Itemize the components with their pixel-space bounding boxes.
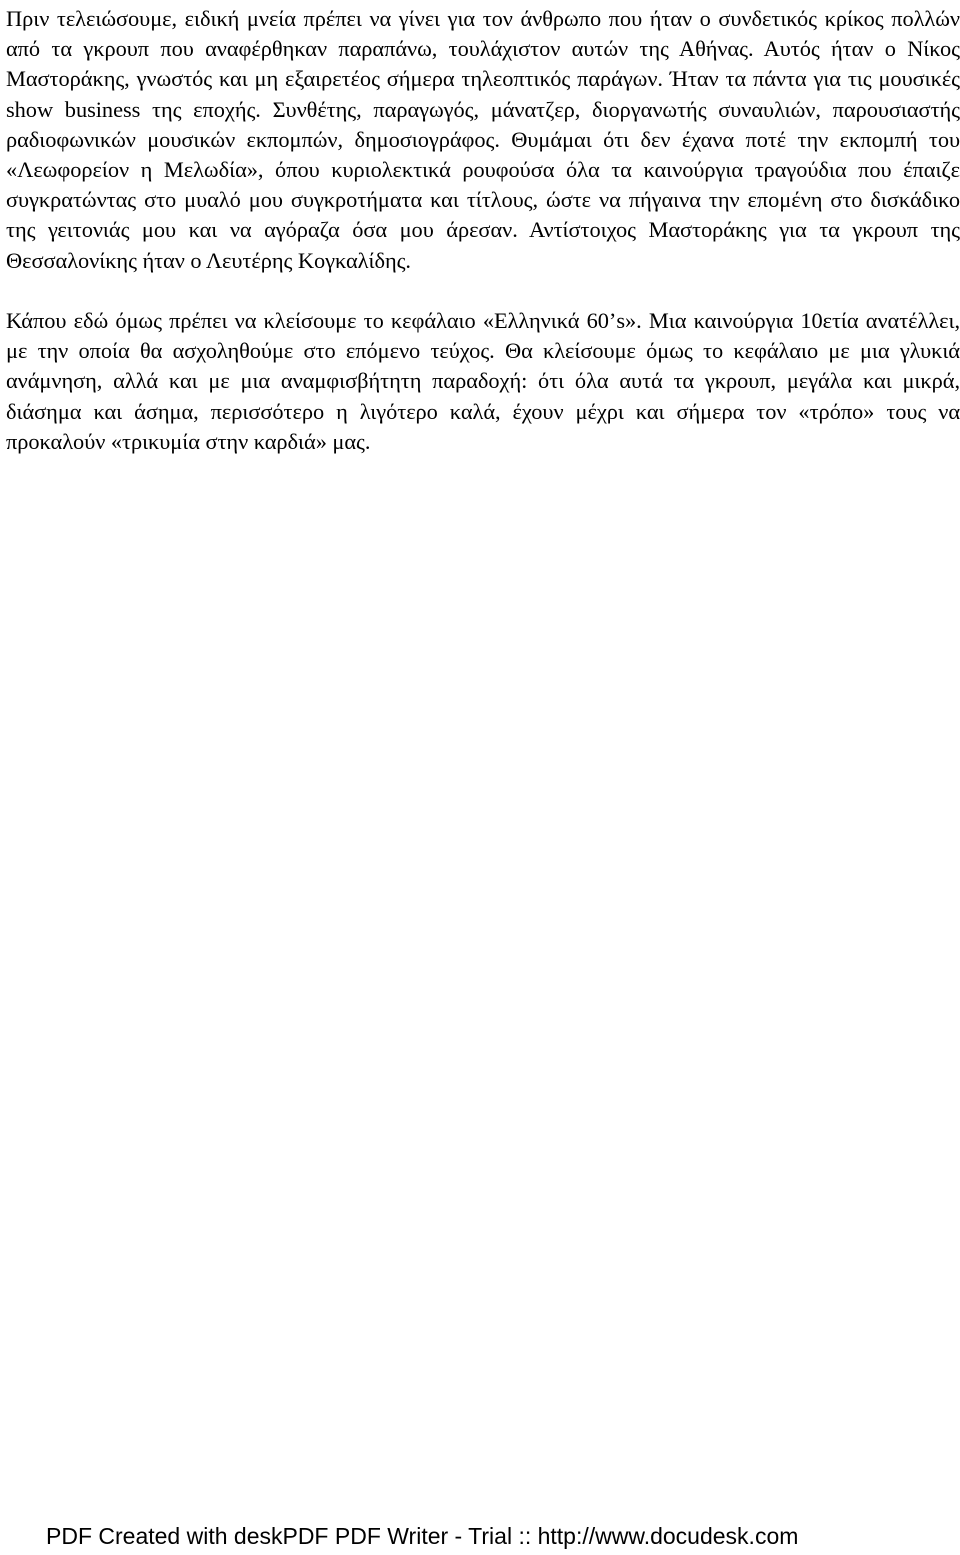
- document-body: [6, 4, 960, 457]
- paragraph-closing: Κάπου εδώ όμως πρέπει να κλείσουμε το κεφάλαιο «Ελληνικά 60’s». Μια καινούργια 10ετία ανατέλλει, με την οποία θα ασχοληθούμε στο επόμενο τεύχος. Θα κλείσουμε όμως το κεφάλαιο με μια γλυκιά ανάμνηση, αλλά και με μια αναμφισβήτητη παραδοχή: ότι όλα αυτά τα γκρουπ, μεγάλα και μικρά, διάσημα και άσημα, περισσότερο η λιγότερο καλά, έχουν μέχρι και σήμερα τον «τρόπο» τους να προκαλούν «τρικυμία στην καρδιά» μας.: [6, 308, 960, 454]
- paragraph-mastorakis: Πριν τελειώσουμε, ειδική μνεία πρέπει να γίνει για τον άνθρωπο που ήταν ο συνδετικός κρίκος πολλών από τα γκρουπ που αναφέρθηκαν παραπάνω, τουλάχιστον αυτών της Αθήνας. Αυτός ήταν ο Νίκος Μαστοράκης, γνωστός και μη εξαιρετέος σήμερα τηλεοπτικός παράγων. Ήταν τα πάντα για τις μουσικές show business της εποχής. Συνθέτης, παραγωγός, μάνατζερ, διοργανωτής συναυλιών, παρουσιαστής ραδιοφωνικών μουσικών εκπομπών, δημοσιογράφος. Θυμάμαι ότι δεν έχανα ποτέ την εκπομπή του «Λεωφορείον η Μελωδία», όπου κυριολεκτικά ρουφούσα όλα τα καινούργια τραγούδια που έπαιζε συγκρατώντας στο μυαλό μου συγκροτήματα και τίτλους, ώστε να πήγαινα την επομένη στο δισκάδικο της γειτονιάς μου και να αγόραζα όσα μου άρεσαν. Αντίστοιχος Μαστοράκης για τα γκρουπ της Θεσσαλονίκης ήταν ο Λευτέρης Κογκαλίδης.: [6, 6, 960, 273]
- pdf-footer-watermark: PDF Created with deskPDF PDF Writer - Trial :: http://www.docudesk.com: [46, 1523, 799, 1549]
